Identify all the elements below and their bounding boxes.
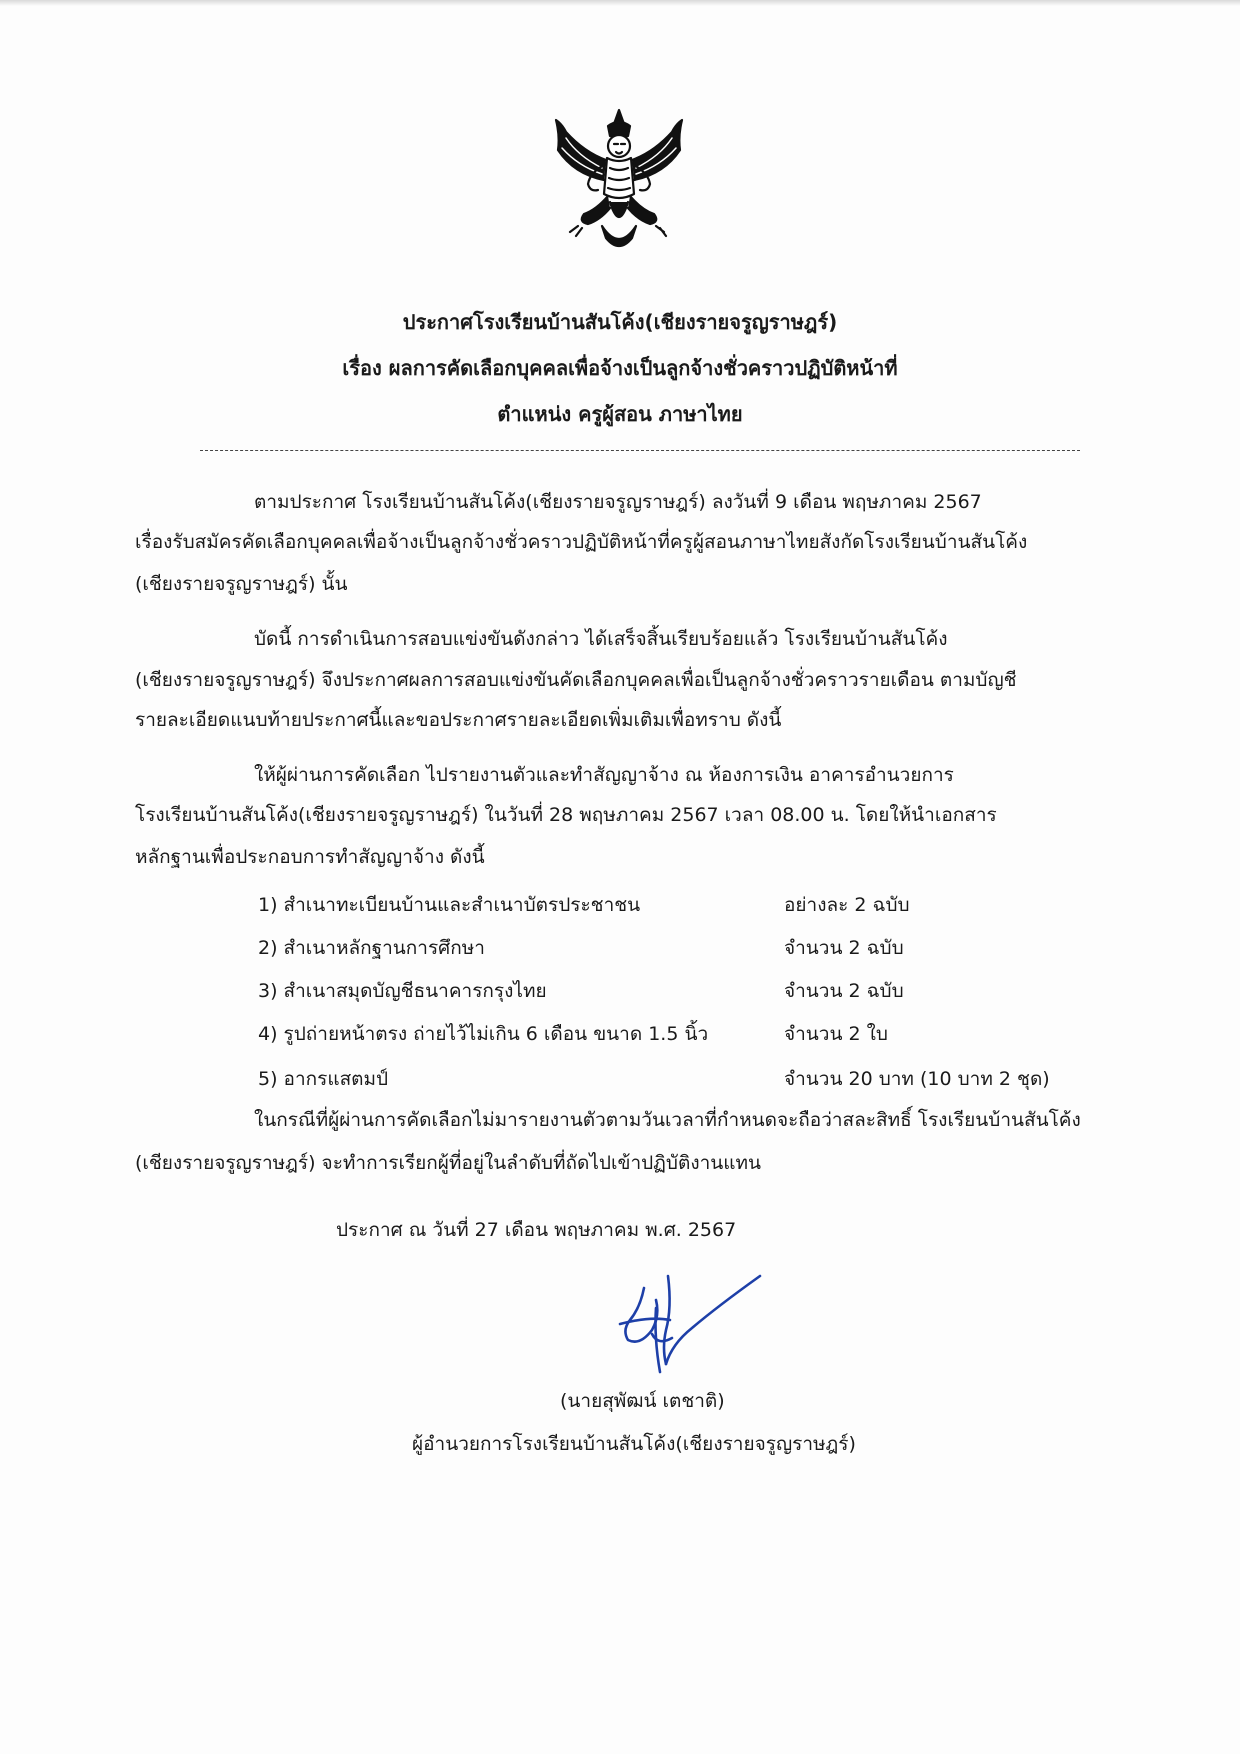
announcement-position: ตำแหน่ง ครูผู้สอน ภาษาไทย	[497, 402, 743, 426]
header-divider	[200, 450, 1080, 451]
signature-mark	[600, 1268, 780, 1388]
list-item-label: 5) อากรแสตมป์	[258, 1068, 389, 1090]
paragraph-1-line-2: เรื่องรับสมัครคัดเลือกบุคคลเพื่อจ้างเป็นลูกจ้างชั่วคราวปฏิบัติหน้าที่ครูผู้สอนภาษาไทยสังกัดโรงเรียนบ้านสันโค้ง	[135, 531, 1028, 553]
announcement-subject: เรื่อง ผลการคัดเลือกบุคคลเพื่อจ้างเป็นลูกจ้างชั่วคราวปฏิบัติหน้าที่	[342, 356, 898, 380]
garuda-emblem-icon	[544, 102, 694, 262]
list-item-quantity: จำนวน 2 ใบ	[784, 1023, 888, 1045]
list-item-quantity: จำนวน 20 บาท (10 บาท 2 ชุด)	[784, 1068, 1050, 1090]
list-item-label: 2) สำเนาหลักฐานการศึกษา	[258, 937, 485, 959]
paragraph-2-line-1: บัดนี้ การดำเนินการสอบแข่งขันดังกล่าว ได้เสร็จสิ้นเรียบร้อยแล้ว โรงเรียนบ้านสันโค้ง	[254, 628, 948, 650]
paragraph-3-line-3: หลักฐานเพื่อประกอบการทำสัญญาจ้าง ดังนี้	[135, 846, 485, 868]
paragraph-1-line-1: ตามประกาศ โรงเรียนบ้านสันโค้ง(เชียงรายจรูญราษฎร์) ลงวันที่ 9 เดือน พฤษภาคม 2567	[254, 491, 982, 513]
list-item-label: 1) สำเนาทะเบียนบ้านและสำเนาบัตรประชาชน	[258, 894, 641, 916]
signer-title: ผู้อำนวยการโรงเรียนบ้านสันโค้ง(เชียงรายจรูญราษฎร์)	[412, 1433, 856, 1455]
paragraph-3-line-1: ให้ผู้ผ่านการคัดเลือก ไปรายงานตัวและทำสัญญาจ้าง ณ ห้องการเงิน อาคารอำนวยการ	[254, 764, 954, 786]
list-item-quantity: จำนวน 2 ฉบับ	[784, 937, 904, 959]
paragraph-3-line-2: โรงเรียนบ้านสันโค้ง(เชียงรายจรูญราษฎร์) ในวันที่ 28 พฤษภาคม 2567 เวลา 08.00 น. โดยให้นำเอกสาร	[135, 804, 997, 826]
paragraph-4-line-2: (เชียงรายจรูญราษฎร์) จะทำการเรียกผู้ที่อยู่ในลำดับที่ถัดไปเข้าปฏิบัติงานแทน	[135, 1152, 762, 1174]
scan-edge	[0, 0, 1240, 6]
list-item-quantity: อย่างละ 2 ฉบับ	[784, 894, 910, 916]
announce-date: ประกาศ ณ วันที่ 27 เดือน พฤษภาคม พ.ศ. 2567	[336, 1219, 737, 1241]
paragraph-4-line-1: ในกรณีที่ผู้ผ่านการคัดเลือกไม่มารายงานตัวตามวันเวลาที่กำหนดจะถือว่าสละสิทธิ์ โรงเรียนบ้านสันโค้ง	[254, 1109, 1081, 1131]
announcement-title: ประกาศโรงเรียนบ้านสันโค้ง(เชียงรายจรูญราษฎร์)	[402, 310, 838, 334]
list-item-label: 3) สำเนาสมุดบัญชีธนาคารกรุงไทย	[258, 980, 547, 1002]
list-item-label: 4) รูปถ่ายหน้าตรง ถ่ายไว้ไม่เกิน 6 เดือน ขนาด 1.5 นิ้ว	[258, 1023, 709, 1045]
paragraph-2-line-3: รายละเอียดแนบท้ายประกาศนี้และขอประกาศรายละเอียดเพิ่มเติมเพื่อทราบ ดังนี้	[135, 709, 782, 731]
paragraph-2-line-2: (เชียงรายจรูญราษฎร์) จึงประกาศผลการสอบแข่งขันคัดเลือกบุคคลเพื่อเป็นลูกจ้างชั่วคราวรายเดือน ตามบัญชี	[135, 669, 1017, 691]
list-item-quantity: จำนวน 2 ฉบับ	[784, 980, 904, 1002]
signer-name: (นายสุพัฒน์ เตชาติ)	[560, 1390, 725, 1412]
paragraph-1-line-3: (เชียงรายจรูญราษฎร์) นั้น	[135, 573, 348, 595]
